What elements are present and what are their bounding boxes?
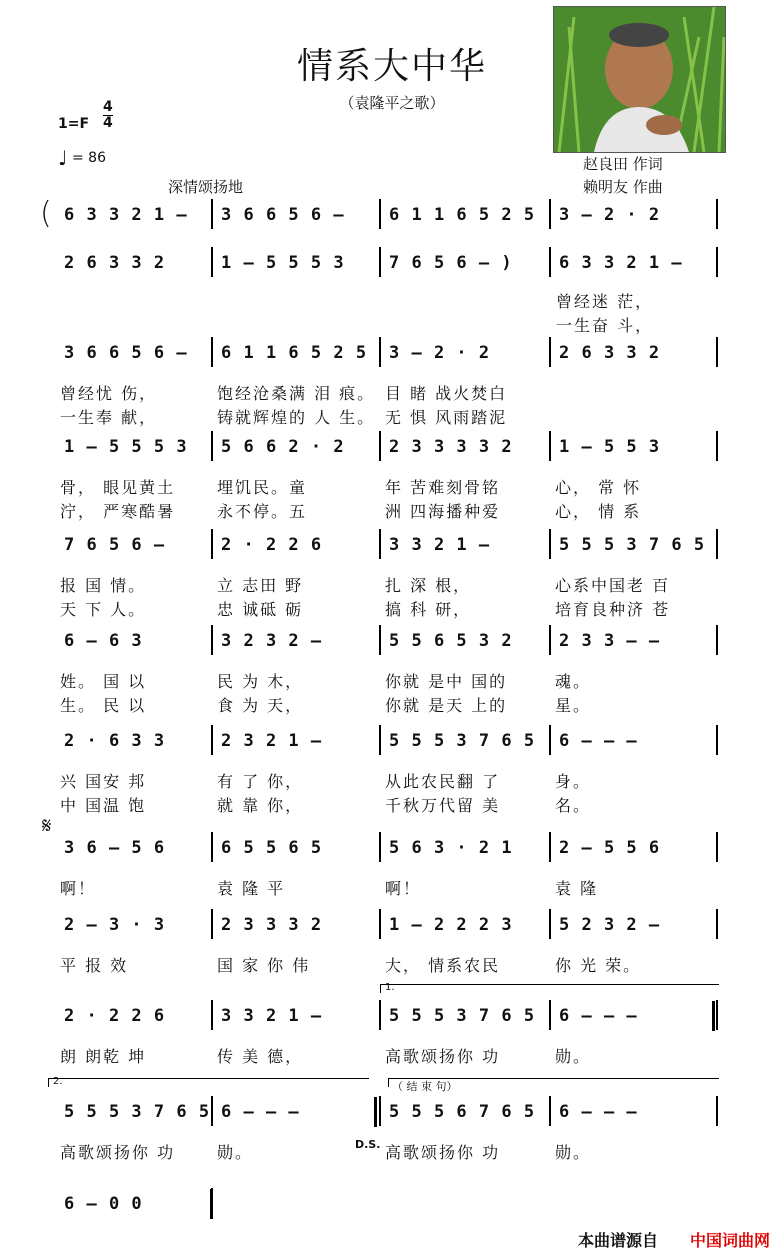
lyric-line: 你就 是中 国的 bbox=[385, 672, 508, 691]
lyric-line: 搞 科 研， bbox=[385, 600, 472, 619]
measure-notes: 6 – – – bbox=[559, 1102, 638, 1122]
measure-notes: 7 6 5 6 – ) bbox=[389, 253, 513, 273]
lyric-line: 朗 朗乾 坤 bbox=[60, 1047, 147, 1066]
bar-line bbox=[379, 337, 381, 367]
measure-notes: 6 1 1 6 5 2 5 bbox=[221, 343, 368, 363]
bar-line bbox=[379, 832, 381, 862]
lyric-line: 国 家 你 伟 bbox=[217, 956, 311, 975]
lyric-line: 高歌颂扬你 功 bbox=[385, 1047, 501, 1066]
lyric-line: 有 了 你， bbox=[217, 772, 304, 791]
thick-bar-line bbox=[712, 1001, 715, 1031]
bar-line bbox=[549, 1096, 551, 1126]
bar-line bbox=[211, 832, 213, 862]
bar-line bbox=[549, 199, 551, 229]
measure-notes: 5 5 5 3 7 6 5 bbox=[389, 1006, 536, 1026]
bar-line bbox=[549, 625, 551, 655]
measure-notes: 2 3 3 3 2 bbox=[221, 915, 323, 935]
lyric-line: 生。 民 以 bbox=[60, 696, 147, 715]
measure-notes: 3 6 6 5 6 – bbox=[221, 205, 345, 225]
bar-line bbox=[379, 725, 381, 755]
bar-line bbox=[716, 1096, 718, 1126]
measure-notes: 3 6 6 5 6 – bbox=[64, 343, 188, 363]
lyric-line: 平 报 效 bbox=[60, 956, 129, 975]
song-title: 情系大中华 bbox=[296, 46, 487, 87]
lyric-line: 心， 情 系 bbox=[555, 502, 642, 521]
measure-notes: 5 5 5 3 7 6 5 bbox=[559, 535, 706, 555]
measure-notes: 6 – – – bbox=[559, 1006, 638, 1026]
volta-1-bracket bbox=[380, 984, 719, 993]
lyric-line: 啊！ bbox=[60, 879, 97, 898]
bar-line bbox=[379, 199, 381, 229]
lyric-line: 星。 bbox=[555, 696, 592, 715]
measure-notes: 1 – 5 5 3 bbox=[559, 437, 661, 457]
measure-notes: 3 3 2 1 – bbox=[221, 1006, 323, 1026]
bar-line bbox=[549, 725, 551, 755]
lyric-line: 高歌颂扬你 功 bbox=[385, 1143, 501, 1162]
bar-line bbox=[716, 337, 718, 367]
bar-line bbox=[211, 337, 213, 367]
measure-notes: 5 6 3 · 2 1 bbox=[389, 838, 513, 858]
lyric-line: 永不停。五 bbox=[217, 502, 308, 521]
measure-notes: 6 1 1 6 5 2 5 bbox=[389, 205, 536, 225]
portrait-photo bbox=[553, 6, 726, 153]
thick-bar-line bbox=[210, 1189, 213, 1219]
measure-notes: 2 · 6 3 3 bbox=[64, 731, 166, 751]
lyric-line: 洲 四海播种爱 bbox=[385, 502, 501, 521]
bar-line bbox=[211, 199, 213, 229]
lyric-line: 你就 是天 上的 bbox=[385, 696, 508, 715]
ds-marking: D.S. bbox=[355, 1138, 381, 1151]
bar-line bbox=[379, 909, 381, 939]
footer-site-link[interactable]: 中国词曲网 bbox=[690, 1231, 771, 1250]
bar-line bbox=[716, 199, 718, 229]
measure-notes: 6 5 5 6 5 bbox=[221, 838, 323, 858]
bar-line bbox=[549, 247, 551, 277]
bar-line bbox=[549, 832, 551, 862]
footer-source: 本曲谱源自 bbox=[578, 1231, 659, 1250]
lyric-line: 泞， 严寒酷暑 bbox=[60, 502, 176, 521]
lyric-line: 兴 国安 邦 bbox=[60, 772, 147, 791]
bar-line bbox=[549, 909, 551, 939]
lyric-line: 埋饥民。童 bbox=[217, 478, 308, 497]
bar-line bbox=[716, 431, 718, 461]
measure-notes: 2 – 3 · 3 bbox=[64, 915, 166, 935]
volta-2-label: 2. bbox=[53, 1076, 63, 1087]
repeat-paren-open: ( bbox=[40, 196, 52, 231]
bar-line bbox=[211, 1096, 213, 1126]
bar-line bbox=[549, 529, 551, 559]
lyricist-credit: 赵良田 作词 bbox=[583, 155, 663, 173]
bar-line bbox=[211, 431, 213, 461]
lyric-line: 传 美 德， bbox=[217, 1047, 304, 1066]
measure-notes: 2 3 3 3 3 2 bbox=[389, 437, 513, 457]
lyric-line: 食 为 天， bbox=[217, 696, 304, 715]
lyric-line: 民 为 木， bbox=[217, 672, 304, 691]
measure-notes: 1 – 2 2 2 3 bbox=[389, 915, 513, 935]
lyric-line: 身。 bbox=[555, 772, 592, 791]
lyric-line: 天 下 人。 bbox=[60, 600, 147, 619]
measure-notes: 6 3 3 2 1 – bbox=[559, 253, 683, 273]
measure-notes: 3 – 2 · 2 bbox=[389, 343, 491, 363]
lyric-line: 从此农民翻 了 bbox=[385, 772, 501, 791]
measure-notes: 3 6 – 5 6 bbox=[64, 838, 166, 858]
lyric-line: 名。 bbox=[555, 796, 592, 815]
volta-1-label: 1. bbox=[385, 982, 395, 993]
lyric-line: 勋。 bbox=[217, 1143, 254, 1162]
lyric-line: 无 惧 风雨踏泥 bbox=[385, 408, 508, 427]
lyric-line: 铸就辉煌的 人 生。 bbox=[217, 408, 376, 427]
bar-line bbox=[211, 1000, 213, 1030]
measure-notes: 7 6 5 6 – bbox=[64, 535, 166, 555]
quarter-note-icon: ♩ bbox=[58, 146, 68, 170]
measure-notes: 5 5 5 6 7 6 5 bbox=[389, 1102, 536, 1122]
segno-sign: 𝄋 bbox=[42, 814, 52, 839]
measure-notes: 6 – 0 0 bbox=[64, 1194, 143, 1214]
measure-notes: 2 – 5 5 6 bbox=[559, 838, 661, 858]
bar-line bbox=[379, 247, 381, 277]
measure-notes: 1 – 5 5 5 3 bbox=[64, 437, 188, 457]
lyric-line: 立 志田 野 bbox=[217, 576, 304, 595]
time-signature: 4 4 bbox=[103, 99, 113, 131]
lyric-line: 饱经沧桑满 泪 痕。 bbox=[217, 384, 376, 403]
bar-line bbox=[716, 1000, 718, 1030]
song-subtitle: （袁隆平之歌） bbox=[339, 94, 445, 112]
bar-line bbox=[716, 625, 718, 655]
measure-notes: 5 5 5 3 7 6 5 bbox=[389, 731, 536, 751]
measure-notes: 1 – 5 5 5 3 bbox=[221, 253, 345, 273]
lyric-line: 报 国 情。 bbox=[60, 576, 147, 595]
lyric-line: 勋。 bbox=[555, 1047, 592, 1066]
lyric-line: 你 光 荣。 bbox=[555, 956, 642, 975]
lyric-line: 心， 常 怀 bbox=[555, 478, 642, 497]
measure-notes: 2 6 3 3 2 bbox=[559, 343, 661, 363]
bar-line bbox=[549, 1000, 551, 1030]
bar-line bbox=[549, 337, 551, 367]
lyric-line: 一生奉 献， bbox=[60, 408, 158, 427]
lyric-line: 曾经迷 茫， bbox=[556, 292, 654, 311]
lyric-line: 培育良种济 苍 bbox=[555, 600, 671, 619]
lyric-line: 魂。 bbox=[555, 672, 592, 691]
measure-notes: 6 – 6 3 bbox=[64, 631, 143, 651]
lyric-line: 年 苦难刻骨铭 bbox=[385, 478, 501, 497]
lyric-line: 就 靠 你， bbox=[217, 796, 304, 815]
measure-notes: 3 3 2 1 – bbox=[389, 535, 491, 555]
bar-line bbox=[716, 909, 718, 939]
bar-line bbox=[211, 909, 213, 939]
tempo-marking: = 86 bbox=[72, 150, 106, 166]
measure-notes: 5 2 3 2 – bbox=[559, 915, 661, 935]
composer-credit: 赖明友 作曲 bbox=[583, 178, 663, 196]
measure-notes: 5 5 6 5 3 2 bbox=[389, 631, 513, 651]
thick-bar-line bbox=[374, 1097, 377, 1127]
lyric-line: 袁 隆 bbox=[555, 879, 599, 898]
measure-notes: 5 6 6 2 · 2 bbox=[221, 437, 345, 457]
bar-line bbox=[716, 247, 718, 277]
measure-notes: 3 2 3 2 – bbox=[221, 631, 323, 651]
bar-line bbox=[211, 725, 213, 755]
bar-line bbox=[379, 1096, 381, 1126]
lyric-line: 目 睹 战火焚白 bbox=[385, 384, 508, 403]
measure-notes: 2 · 2 2 6 bbox=[64, 1006, 166, 1026]
volta-2-bracket bbox=[48, 1078, 369, 1087]
lyric-line: 高歌颂扬你 功 bbox=[60, 1143, 176, 1162]
bar-line bbox=[379, 625, 381, 655]
bar-line bbox=[716, 529, 718, 559]
lyric-line: 骨， 眼见黄土 bbox=[60, 478, 176, 497]
lyric-line: 忠 诚砥 砺 bbox=[217, 600, 304, 619]
bar-line bbox=[379, 1000, 381, 1030]
key-signature: 1=F bbox=[58, 116, 90, 132]
lyric-line: 姓。 国 以 bbox=[60, 672, 147, 691]
measure-notes: 5 5 5 3 7 6 5 bbox=[64, 1102, 211, 1122]
lyric-line: 啊！ bbox=[385, 879, 422, 898]
bar-line bbox=[549, 431, 551, 461]
measure-notes: 6 – – – bbox=[221, 1102, 300, 1122]
bar-line bbox=[211, 247, 213, 277]
measure-notes: 2 3 3 – – bbox=[559, 631, 661, 651]
expression-marking: 深情颂扬地 bbox=[168, 178, 244, 196]
lyric-line: 曾经忧 伤， bbox=[60, 384, 158, 403]
bar-line bbox=[211, 625, 213, 655]
lyric-line: 勋。 bbox=[555, 1143, 592, 1162]
lyric-line: 中 国温 饱 bbox=[60, 796, 147, 815]
measure-notes: 2 3 2 1 – bbox=[221, 731, 323, 751]
measure-notes: 2 6 3 3 2 bbox=[64, 253, 166, 273]
lyric-line: 千秋万代留 美 bbox=[385, 796, 501, 815]
measure-notes: 6 3 3 2 1 – bbox=[64, 205, 188, 225]
lyric-line: 心系中国老 百 bbox=[555, 576, 671, 595]
lyric-line: 一生奋 斗， bbox=[556, 316, 654, 335]
lyric-line: 大， 情系农民 bbox=[385, 956, 501, 975]
bar-line bbox=[211, 529, 213, 559]
bar-line bbox=[716, 725, 718, 755]
bar-line bbox=[716, 832, 718, 862]
lyric-line: 袁 隆 平 bbox=[217, 879, 286, 898]
measure-notes: 6 – – – bbox=[559, 731, 638, 751]
ending-label: （ 结 束 句） bbox=[392, 1080, 458, 1093]
lyric-line: 扎 深 根， bbox=[385, 576, 472, 595]
measure-notes: 2 · 2 2 6 bbox=[221, 535, 323, 555]
bar-line bbox=[379, 529, 381, 559]
bar-line bbox=[379, 431, 381, 461]
measure-notes: 3 – 2 · 2 bbox=[559, 205, 661, 225]
